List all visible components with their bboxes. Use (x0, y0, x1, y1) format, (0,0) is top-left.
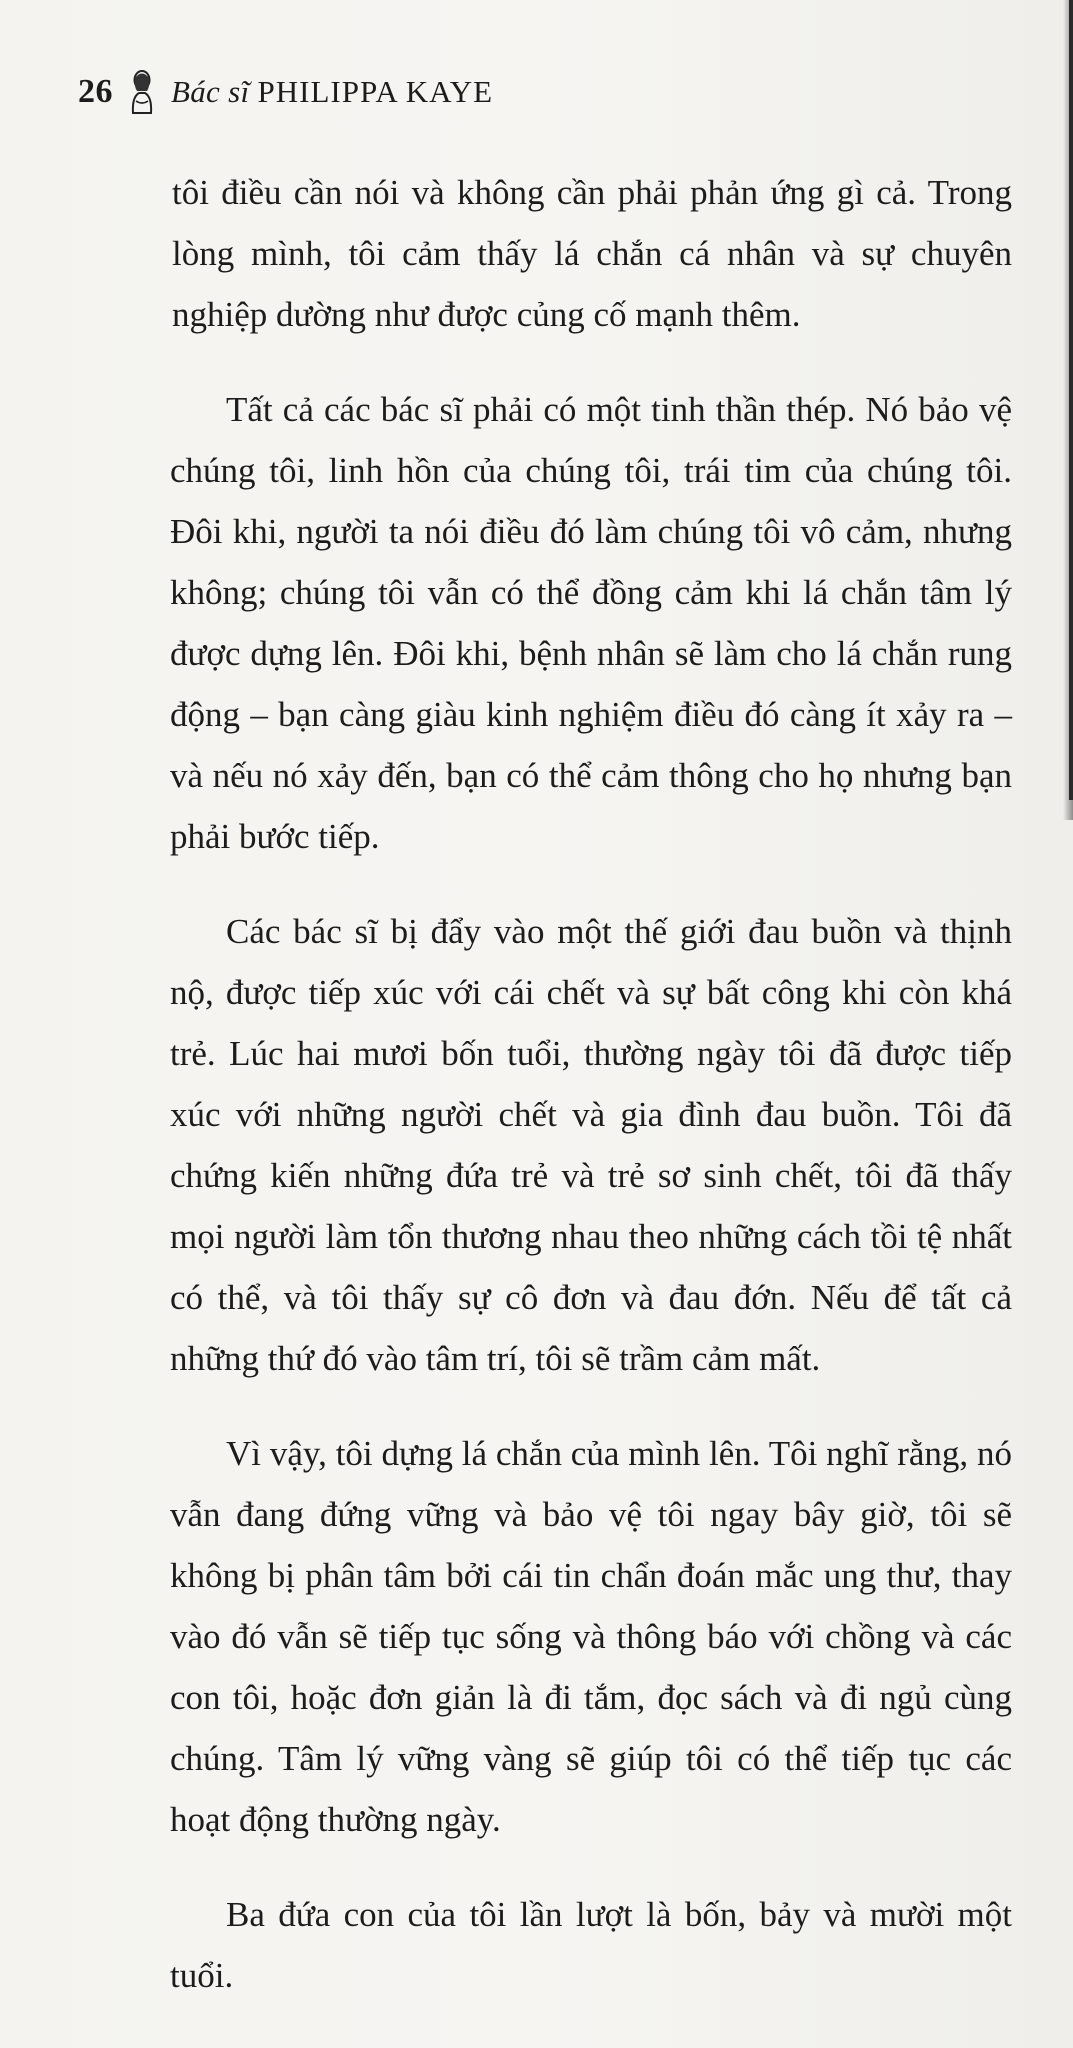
running-title (171, 74, 493, 110)
paragraph-5: Ba đứa con của tôi lần lượt là bốn, bảy và mười một tuổi. (170, 1895, 1012, 1995)
body-text (172, 162, 1012, 2040)
page-edge (1069, 0, 1073, 800)
author-name: PHILIPPA KAYE (257, 74, 494, 109)
paragraph-3: Các bác sĩ bị đẩy vào một thế giới đau buồn và thịnh nộ, được tiếp xúc với cái chết và sự bất công khi còn khá trẻ. Lúc hai mươi bốn tuổi, thường ngày tôi đã được tiếp xúc với những người chết và gia đình đau buồn. Tôi đã chứng kiến những đứa trẻ và trẻ sơ sinh chết, tôi đã thấy mọi người làm tổn thương nhau theo những cách tồi tệ nhất có thể, và tôi thấy sự cô đơn và đau đớn. Nếu để tất cả những thứ đó vào tâm trí, tôi sẽ trầm cảm mất. (170, 912, 1012, 1378)
running-head (78, 62, 493, 122)
page-number: 26 (78, 73, 113, 110)
paragraph-2: Tất cả các bác sĩ phải có một tinh thần thép. Nó bảo vệ chúng tôi, linh hồn của chúng tôi, trái tim của chúng tôi. Đôi khi, người ta nói điều đó làm chúng tôi vô cảm, nhưng không; chúng tôi vẫn có thể đồng cảm khi lá chắn tâm lý được dựng lên. Đôi khi, bệnh nhân sẽ làm cho lá chắn rung động – bạn càng giàu kinh nghiệm điều đó càng ít xảy ra – và nếu nó xảy đến, bạn có thể cảm thông cho họ nhưng bạn phải bước tiếp. (170, 390, 1012, 856)
author-prefix: Bác sĩ (171, 74, 250, 109)
paragraph-4: Vì vậy, tôi dựng lá chắn của mình lên. Tôi nghĩ rằng, nó vẫn đang đứng vững và bảo vệ tôi ngay bây giờ, tôi sẽ không bị phân tâm bởi cái tin chẩn đoán mắc ung thư, thay vào đó vẫn sẽ tiếp tục sống và thông báo với chồng và các con tôi, hoặc đơn giản là đi tắm, đọc sách và đi ngủ cùng chúng. Tâm lý vững vàng sẽ giúp tôi có thể tiếp tục các hoạt động thường ngày. (170, 1434, 1012, 1839)
woman-silhouette-icon (127, 69, 157, 115)
paragraph-1: tôi điều cần nói và không cần phải phản ứng gì cả. Trong lòng mình, tôi cảm thấy lá chắn cá nhân và sự chuyên nghiệp dường như được củng cố mạnh thêm. (172, 173, 1012, 334)
